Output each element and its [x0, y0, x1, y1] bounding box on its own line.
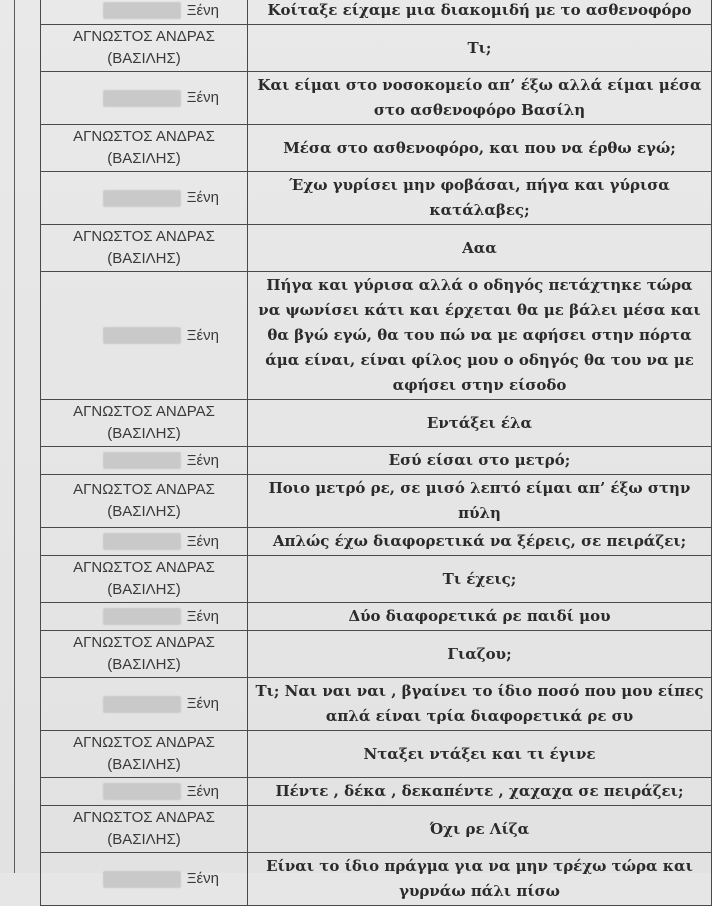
transcript-row: [41, 172, 712, 225]
dialogue-text: Απλώς έχω διαφορετικά να ξέρεις, σε πειράζει;: [248, 528, 712, 556]
transcript-row: [41, 475, 712, 528]
speaker-name: Ξένη: [186, 1, 219, 19]
speaker-name: ΑΓΝΩΣΤΟΣ ΑΝΔΡΑΣ (ΒΑΣΙΛΗΣ): [73, 403, 215, 442]
transcript-row: [41, 272, 712, 400]
speaker-cell: [41, 806, 248, 853]
speaker-name: Ξένη: [186, 607, 219, 625]
redacted-name-block: [103, 871, 181, 888]
speaker-name: Ξένη: [186, 451, 219, 469]
dialogue-text: Κοίταξε είχαμε μια διακομιδή με το ασθενοφόρο: [248, 0, 712, 25]
speaker-name: ΑΓΝΩΣΤΟΣ ΑΝΔΡΑΣ (ΒΑΣΙΛΗΣ): [73, 128, 215, 167]
dialogue-text: Δύο διαφορετικά ρε παιδί μου: [248, 603, 712, 631]
speaker-cell: [41, 125, 248, 172]
transcript-table: [40, 0, 712, 906]
dialogue-text: Και είμαι στο νοσοκομείο απ’ έξω αλλά είμαι μέσα στο ασθενοφόρο Βασίλη: [248, 72, 712, 125]
speaker-name: ΑΓΝΩΣΤΟΣ ΑΝΔΡΑΣ (ΒΑΣΙΛΗΣ): [73, 559, 215, 598]
speaker-cell: [41, 447, 248, 475]
dialogue-text: Πέντε , δέκα , δεκαπέντε , χαχαχα σε πειράζει;: [248, 778, 712, 806]
dialogue-text: Όχι ρε Λίζα: [248, 806, 712, 853]
transcript-row: [41, 447, 712, 475]
transcript-row: [41, 125, 712, 172]
redacted-name-block: [103, 452, 181, 469]
speaker-name: Ξένη: [186, 532, 219, 550]
transcript-row: [41, 806, 712, 853]
redacted-name-block: [103, 2, 181, 19]
transcript-row: [41, 0, 712, 25]
speaker-name: Ξένη: [186, 870, 219, 887]
transcript-row: [41, 528, 712, 556]
dialogue-text: Γιαζου;: [248, 631, 712, 678]
redacted-name-block: [103, 327, 181, 344]
speaker-name: ΑΓΝΩΣΤΟΣ ΑΝΔΡΑΣ (ΒΑΣΙΛΗΣ): [73, 734, 215, 773]
transcript-row: [41, 731, 712, 778]
speaker-cell: [41, 400, 248, 447]
dialogue-text: Εσύ είσαι στο μετρό;: [248, 447, 712, 475]
redacted-name-block: [103, 190, 181, 207]
speaker-name: ΑΓΝΩΣΤΟΣ ΑΝΔΡΑΣ (ΒΑΣΙΛΗΣ): [73, 228, 215, 267]
redacted-name-block: [103, 608, 181, 625]
transcript-row: [41, 778, 712, 806]
dialogue-text: Τι;: [248, 25, 712, 72]
dialogue-text: Ποιο μετρό ρε, σε μισό λεπτό είμαι απ’ έξω στην πύλη: [248, 475, 712, 528]
speaker-cell: [41, 172, 248, 225]
speaker-name: ΑΓΝΩΣΤΟΣ ΑΝΔΡΑΣ (ΒΑΣΙΛΗΣ): [73, 809, 215, 848]
dialogue-text: Τι έχεις;: [248, 556, 712, 603]
speaker-cell: [41, 731, 248, 778]
page-border-line: [14, 0, 15, 873]
transcript-row: [41, 603, 712, 631]
dialogue-text: Έχω γυρίσει μην φοβάσαι, πήγα και γύρισα κατάλαβες;: [248, 172, 712, 225]
transcript-row: [41, 25, 712, 72]
transcript-row: [41, 225, 712, 272]
transcript-row: [41, 72, 712, 125]
speaker-cell: [41, 853, 248, 906]
transcript-row: [41, 678, 712, 731]
speaker-cell: [41, 631, 248, 678]
speaker-cell: [41, 778, 248, 806]
speaker-cell: [41, 678, 248, 731]
speaker-cell: [41, 25, 248, 72]
speaker-name: Ξένη: [186, 189, 219, 206]
dialogue-text: Νταξει ντάξει και τι έγινε: [248, 731, 712, 778]
speaker-cell: [41, 72, 248, 125]
redacted-name-block: [103, 783, 181, 800]
speaker-name: Ξένη: [186, 89, 219, 106]
speaker-name: Ξένη: [186, 695, 219, 712]
speaker-name: Ξένη: [186, 782, 219, 800]
transcript-row: [41, 400, 712, 447]
transcript-row: [41, 853, 712, 906]
speaker-name: Ξένη: [186, 326, 219, 344]
speaker-cell: [41, 272, 248, 400]
redacted-name-block: [103, 696, 181, 713]
speaker-cell: [41, 475, 248, 528]
dialogue-text: Πήγα και γύρισα αλλά ο οδηγός πετάχτηκε τώρα να ψωνίσει κάτι και έρχεται θα με βάλει μέσα και θα βγώ εγώ, θα του πώ να με αφήσει στην πόρτα άμα είναι, είναι φίλος μου ο οδηγός θα του να με αφήσει στην είσοδο: [248, 272, 712, 400]
speaker-cell: [41, 225, 248, 272]
speaker-name: ΑΓΝΩΣΤΟΣ ΑΝΔΡΑΣ (ΒΑΣΙΛΗΣ): [73, 481, 215, 520]
dialogue-text: Τι; Ναι ναι ναι , βγαίνει το ίδιο ποσό που μου είπες απλά είναι τρία διαφορετικά ρε συ: [248, 678, 712, 731]
dialogue-text: Ααα: [248, 225, 712, 272]
transcript-row: [41, 631, 712, 678]
speaker-cell: [41, 528, 248, 556]
speaker-name: ΑΓΝΩΣΤΟΣ ΑΝΔΡΑΣ (ΒΑΣΙΛΗΣ): [73, 28, 215, 67]
redacted-name-block: [103, 90, 181, 107]
transcript-row: [41, 556, 712, 603]
speaker-cell: [41, 556, 248, 603]
speaker-cell: [41, 0, 248, 25]
dialogue-text: Εντάξει έλα: [248, 400, 712, 447]
dialogue-text: Είναι το ίδιο πράγμα για να μην τρέχω τώρα και γυρνάω πάλι πίσω: [248, 853, 712, 906]
speaker-cell: [41, 603, 248, 631]
dialogue-text: Μέσα στο ασθενοφόρο, και που να έρθω εγώ;: [248, 125, 712, 172]
speaker-name: ΑΓΝΩΣΤΟΣ ΑΝΔΡΑΣ (ΒΑΣΙΛΗΣ): [73, 634, 215, 673]
redacted-name-block: [103, 533, 181, 550]
transcript-body: [41, 0, 712, 906]
